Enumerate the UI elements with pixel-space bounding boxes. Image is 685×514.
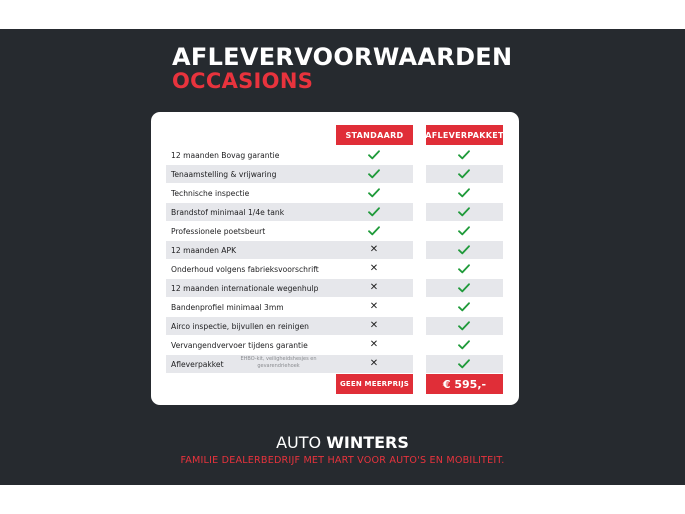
check-icon xyxy=(457,167,471,181)
check-icon xyxy=(457,338,471,352)
check-icon xyxy=(367,186,381,200)
brand-name-light: AUTO xyxy=(276,433,322,452)
table-row xyxy=(0,203,685,221)
row-label: Onderhoud volgens fabrieksvoorschrift xyxy=(171,264,319,274)
row-label: Airco inspectie, bijvullen en reinigen xyxy=(171,321,309,331)
cross-icon: ✕ xyxy=(369,244,379,255)
cross-icon: ✕ xyxy=(369,282,379,293)
check-icon xyxy=(457,148,471,162)
row-label: Vervangendvervoer tijdens garantie xyxy=(171,340,308,350)
check-icon xyxy=(457,186,471,200)
row-label: Afleverpakket xyxy=(171,359,224,369)
row-label: 12 maanden APK xyxy=(171,245,237,255)
page-subtitle: OCCASIONS xyxy=(172,69,314,93)
row-label: 12 maanden Bovag garantie xyxy=(171,150,280,160)
cross-icon: ✕ xyxy=(369,339,379,350)
check-icon xyxy=(367,224,381,238)
check-icon xyxy=(457,300,471,314)
cross-icon: ✕ xyxy=(369,263,379,274)
table-row xyxy=(0,317,685,335)
row-label: Bandenprofiel minimaal 3mm xyxy=(171,302,284,312)
check-icon xyxy=(457,205,471,219)
brand-name-bold: WINTERS xyxy=(326,433,409,452)
table-row xyxy=(0,165,685,183)
price-standard: GEEN MEERPRIJS xyxy=(336,374,413,394)
table-row xyxy=(0,146,685,164)
row-label: Brandstof minimaal 1/4e tank xyxy=(171,207,285,217)
cross-icon: ✕ xyxy=(369,320,379,331)
cross-icon: ✕ xyxy=(369,358,379,369)
price-package: € 595,- xyxy=(426,374,503,394)
check-icon xyxy=(457,224,471,238)
cross-icon: ✕ xyxy=(369,301,379,312)
check-icon xyxy=(367,167,381,181)
row-note: EHBO-kit, veiligheidshesjes en gevarendriehoek xyxy=(240,356,317,369)
row-label: Technische inspectie xyxy=(171,188,250,198)
table-row xyxy=(0,184,685,202)
brand-logo xyxy=(0,433,685,452)
check-icon xyxy=(457,319,471,333)
row-label: Professionele poetsbeurt xyxy=(171,226,266,236)
table-row xyxy=(0,241,685,259)
table-row xyxy=(0,222,685,240)
check-icon xyxy=(367,148,381,162)
table-row xyxy=(0,260,685,278)
column-header-package: AFLEVERPAKKET xyxy=(426,125,503,145)
check-icon xyxy=(457,281,471,295)
row-label: Tenaamstelling & vrijwaring xyxy=(171,169,277,179)
table-row xyxy=(0,298,685,316)
row-label: 12 maanden internationale wegenhulp xyxy=(171,283,319,293)
table-row xyxy=(0,355,685,373)
table-row xyxy=(0,336,685,354)
check-icon xyxy=(457,262,471,276)
brand-tagline: FAMILIE DEALERBEDRIJF MET HART VOOR AUTO'S EN MOBILITEIT. xyxy=(180,455,505,466)
page-title: AFLEVERVOORWAARDEN xyxy=(172,43,513,71)
table-row xyxy=(0,279,685,297)
column-header-standard: STANDAARD xyxy=(336,125,413,145)
check-icon xyxy=(457,243,471,257)
check-icon xyxy=(367,205,381,219)
check-icon xyxy=(457,357,471,371)
